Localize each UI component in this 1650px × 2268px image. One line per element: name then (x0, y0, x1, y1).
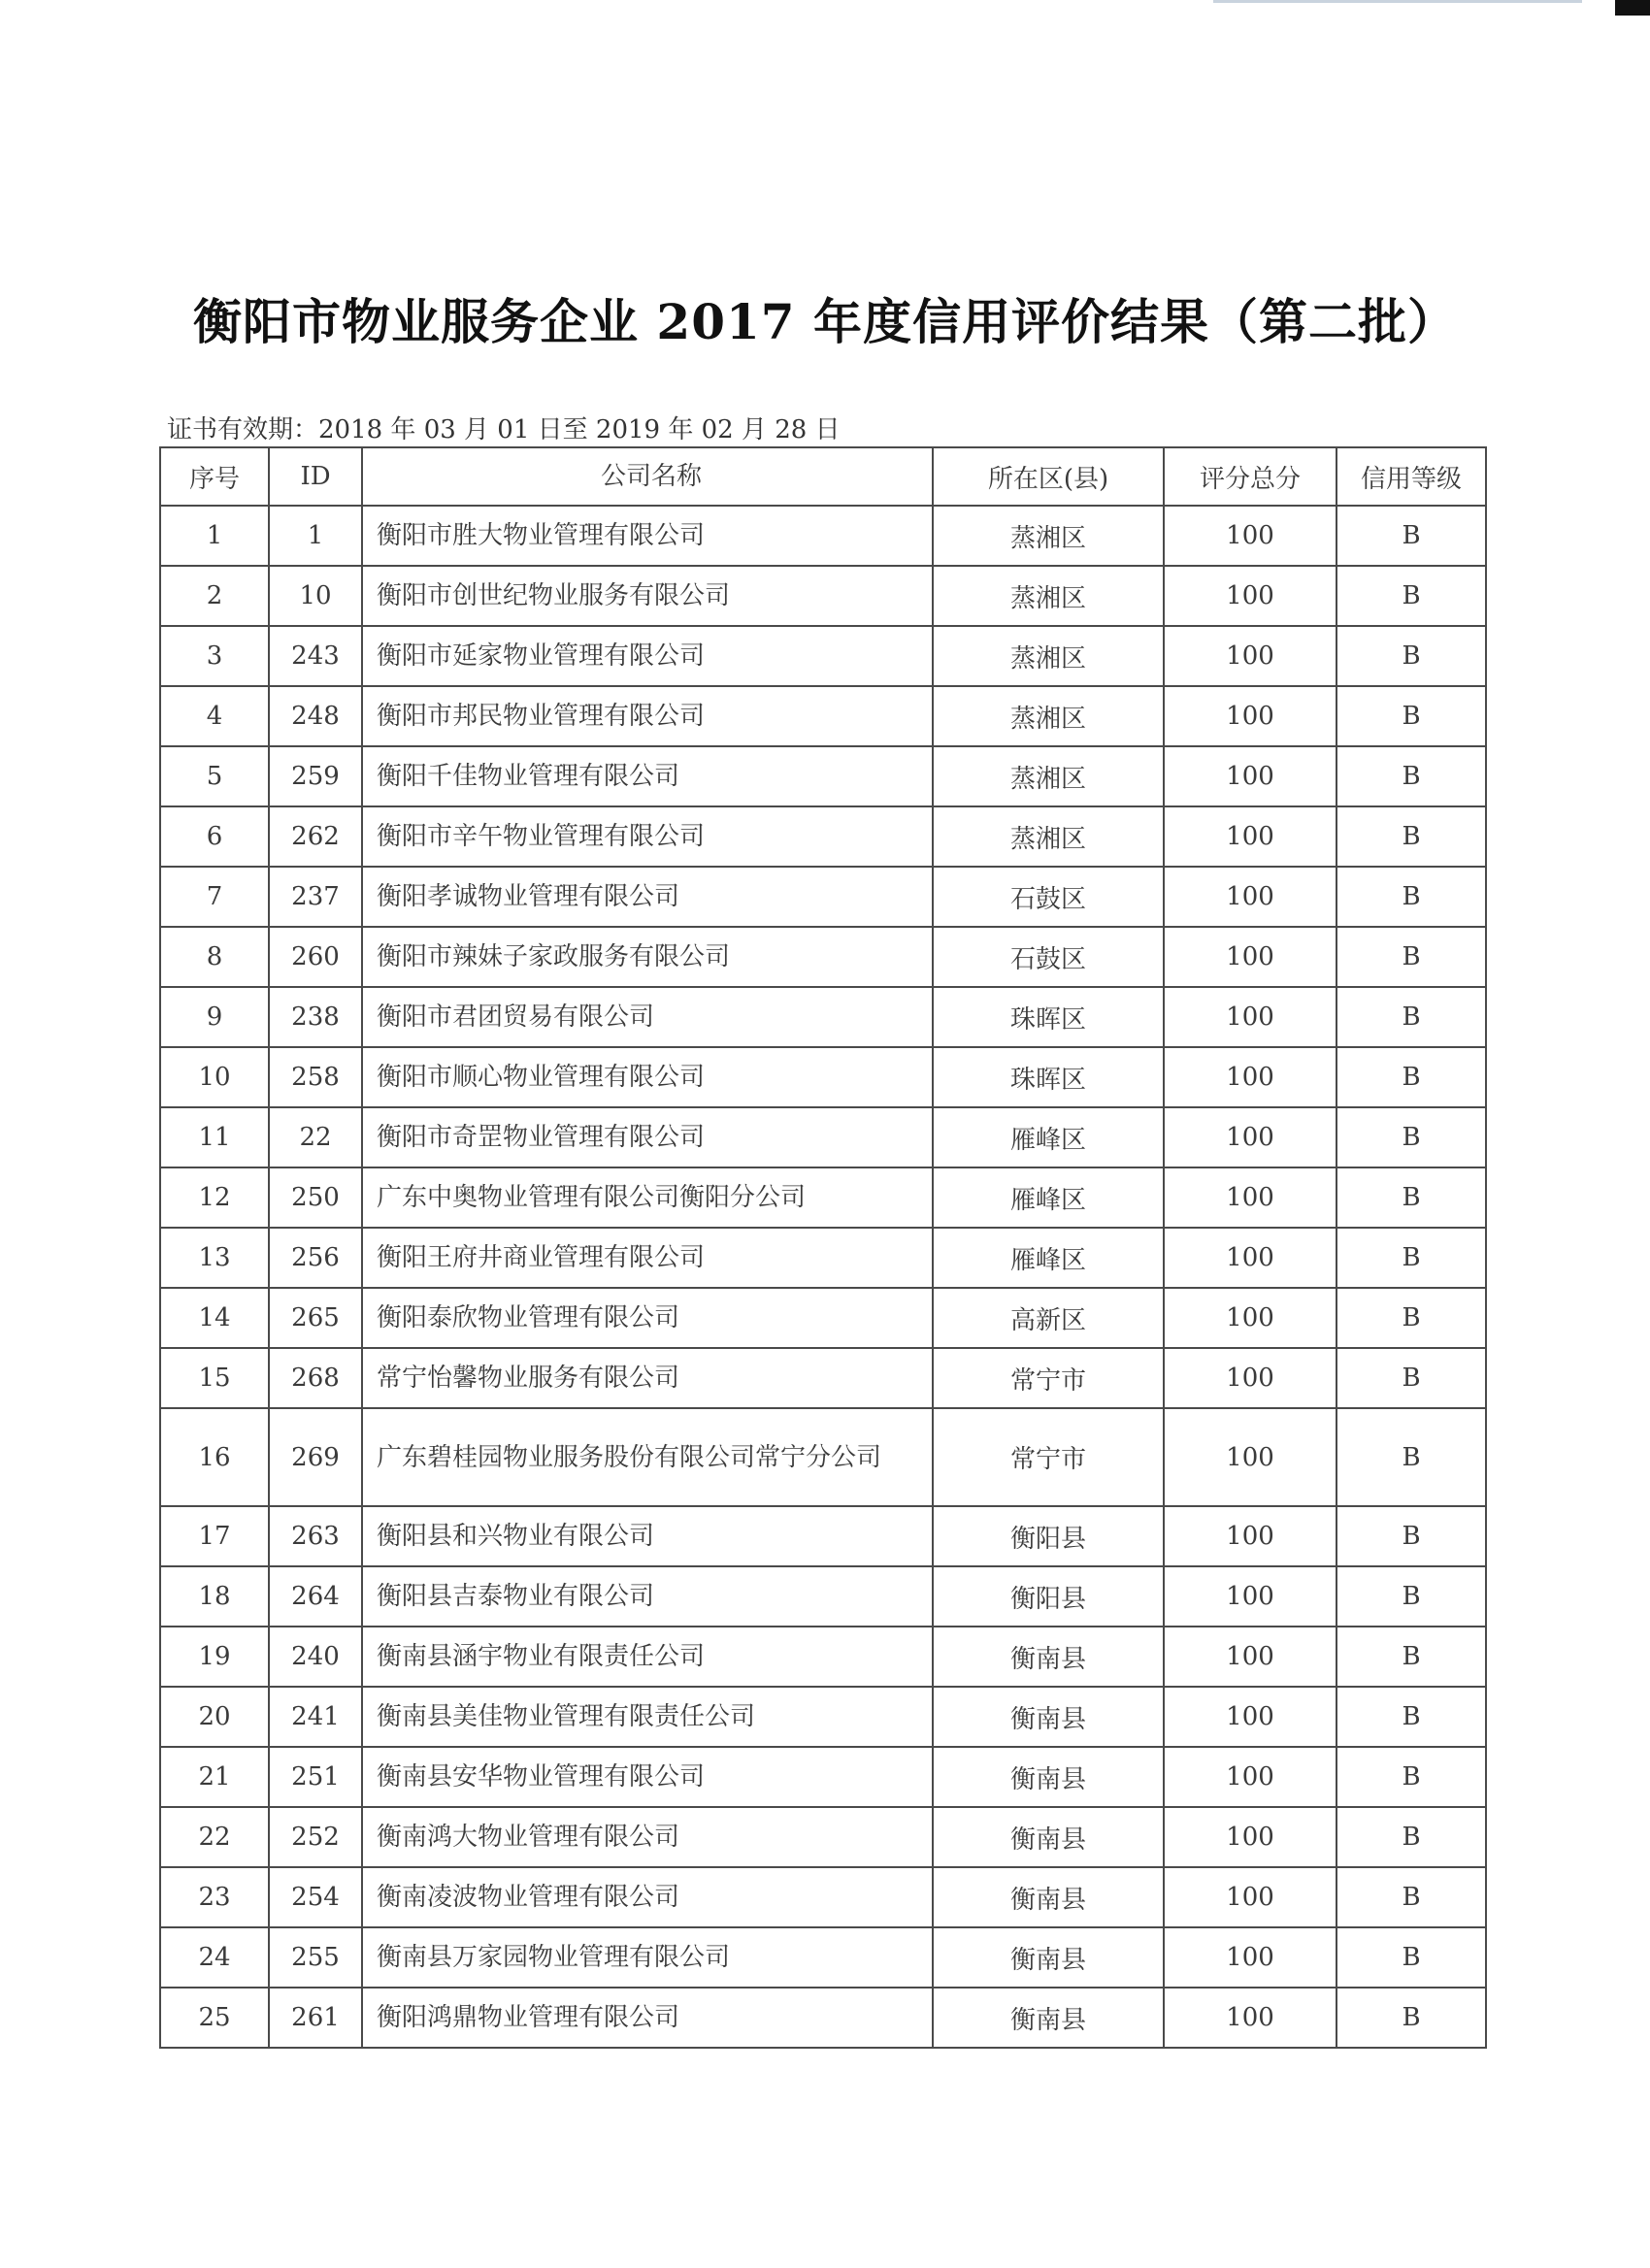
cell-score: 100 (1164, 1867, 1336, 1927)
cell-grade: B (1336, 806, 1486, 867)
table-row (160, 867, 1486, 927)
table-row (160, 1988, 1486, 2048)
cell-company-name: 衡南县涵宇物业有限责任公司 (362, 1627, 933, 1687)
table-row (160, 1167, 1486, 1228)
cell-grade: B (1336, 927, 1486, 987)
cell-company-name: 衡阳市创世纪物业服务有限公司 (362, 566, 933, 626)
cell-score: 100 (1164, 1228, 1336, 1288)
table-row (160, 1627, 1486, 1687)
cell-company-name: 衡南鸿大物业管理有限公司 (362, 1807, 933, 1867)
cell-district: 衡南县 (933, 1627, 1164, 1687)
cell-score: 100 (1164, 867, 1336, 927)
cell-grade: B (1336, 1506, 1486, 1566)
cell-company-name: 衡阳市君团贸易有限公司 (362, 987, 933, 1047)
cell-id: 258 (269, 1047, 362, 1107)
cell-grade: B (1336, 1167, 1486, 1228)
cell-district: 蒸湘区 (933, 566, 1164, 626)
cell-grade: B (1336, 686, 1486, 746)
table-row (160, 806, 1486, 867)
cell-grade: B (1336, 1988, 1486, 2048)
cell-grade: B (1336, 1566, 1486, 1627)
table-row (160, 1348, 1486, 1408)
cell-id: 243 (269, 626, 362, 686)
cell-seq: 17 (160, 1506, 269, 1566)
cell-id: 265 (269, 1288, 362, 1348)
table-row (160, 1927, 1486, 1988)
table-row (160, 746, 1486, 806)
cell-score: 100 (1164, 987, 1336, 1047)
cell-id: 241 (269, 1687, 362, 1747)
cell-id: 259 (269, 746, 362, 806)
cell-id: 268 (269, 1348, 362, 1408)
cell-grade: B (1336, 1747, 1486, 1807)
header-district: 所在区(县) (933, 447, 1164, 506)
cell-district: 蒸湘区 (933, 746, 1164, 806)
cell-grade: B (1336, 506, 1486, 566)
table-row (160, 1047, 1486, 1107)
cell-company-name: 衡南凌波物业管理有限公司 (362, 1867, 933, 1927)
cell-district: 蒸湘区 (933, 686, 1164, 746)
table-row (160, 1687, 1486, 1747)
cell-seq: 11 (160, 1107, 269, 1167)
cell-grade: B (1336, 1687, 1486, 1747)
cell-grade: B (1336, 566, 1486, 626)
cell-grade: B (1336, 1107, 1486, 1167)
cell-district: 蒸湘区 (933, 506, 1164, 566)
cell-company-name: 广东碧桂园物业服务股份有限公司常宁分公司 (362, 1408, 933, 1506)
cell-score: 100 (1164, 506, 1336, 566)
cell-company-name: 衡阳市辛午物业管理有限公司 (362, 806, 933, 867)
cell-district: 衡阳县 (933, 1566, 1164, 1627)
cell-district: 雁峰区 (933, 1228, 1164, 1288)
cell-score: 100 (1164, 686, 1336, 746)
cell-seq: 1 (160, 506, 269, 566)
table-row (160, 1408, 1486, 1506)
cell-score: 100 (1164, 1807, 1336, 1867)
cell-seq: 13 (160, 1228, 269, 1288)
header-id: ID (269, 447, 362, 506)
cell-company-name: 衡阳鸿鼎物业管理有限公司 (362, 1988, 933, 2048)
cell-score: 100 (1164, 1627, 1336, 1687)
cell-id: 238 (269, 987, 362, 1047)
cell-district: 蒸湘区 (933, 806, 1164, 867)
cell-district: 石鼓区 (933, 927, 1164, 987)
cell-company-name: 常宁怡馨物业服务有限公司 (362, 1348, 933, 1408)
cell-district: 蒸湘区 (933, 626, 1164, 686)
cell-id: 256 (269, 1228, 362, 1288)
cell-score: 100 (1164, 1747, 1336, 1807)
cell-district: 常宁市 (933, 1348, 1164, 1408)
table-row (160, 1288, 1486, 1348)
cell-score: 100 (1164, 1167, 1336, 1228)
cell-score: 100 (1164, 746, 1336, 806)
cell-district: 珠晖区 (933, 987, 1164, 1047)
header-seq: 序号 (160, 447, 269, 506)
cell-seq: 9 (160, 987, 269, 1047)
cell-district: 常宁市 (933, 1408, 1164, 1506)
cell-id: 10 (269, 566, 362, 626)
cell-id: 260 (269, 927, 362, 987)
cell-score: 100 (1164, 1927, 1336, 1988)
document-title: 衡阳市物业服务企业 2017 年度信用评价结果（第二批） (193, 293, 1457, 350)
cell-company-name: 衡阳孝诚物业管理有限公司 (362, 867, 933, 927)
cell-seq: 24 (160, 1927, 269, 1988)
cell-district: 珠晖区 (933, 1047, 1164, 1107)
cell-id: 269 (269, 1408, 362, 1506)
cell-seq: 3 (160, 626, 269, 686)
cell-seq: 16 (160, 1408, 269, 1506)
cell-company-name: 衡阳市胜大物业管理有限公司 (362, 506, 933, 566)
cell-district: 衡南县 (933, 1927, 1164, 1988)
cell-seq: 15 (160, 1348, 269, 1408)
table-row (160, 566, 1486, 626)
cell-score: 100 (1164, 1506, 1336, 1566)
cell-seq: 14 (160, 1288, 269, 1348)
cell-company-name: 衡阳市顺心物业管理有限公司 (362, 1047, 933, 1107)
cell-score: 100 (1164, 806, 1336, 867)
cell-seq: 21 (160, 1747, 269, 1807)
cell-grade: B (1336, 1288, 1486, 1348)
cell-seq: 2 (160, 566, 269, 626)
cell-company-name: 衡南县万家园物业管理有限公司 (362, 1927, 933, 1988)
cell-seq: 12 (160, 1167, 269, 1228)
cell-company-name: 衡阳泰欣物业管理有限公司 (362, 1288, 933, 1348)
cell-district: 石鼓区 (933, 867, 1164, 927)
cell-seq: 5 (160, 746, 269, 806)
certificate-validity: 证书有效期：2018 年 03 月 01 日至 2019 年 02 月 28 日 (167, 415, 841, 444)
table-row (160, 1867, 1486, 1927)
cell-score: 100 (1164, 1566, 1336, 1627)
cell-company-name: 衡南县安华物业管理有限公司 (362, 1747, 933, 1807)
cell-district: 高新区 (933, 1288, 1164, 1348)
cell-company-name: 衡阳市邦民物业管理有限公司 (362, 686, 933, 746)
cell-grade: B (1336, 1408, 1486, 1506)
cell-grade: B (1336, 987, 1486, 1047)
cell-district: 衡南县 (933, 1807, 1164, 1867)
cell-seq: 20 (160, 1687, 269, 1747)
table-row (160, 686, 1486, 746)
cell-id: 264 (269, 1566, 362, 1627)
cell-id: 252 (269, 1807, 362, 1867)
cell-id: 261 (269, 1988, 362, 2048)
cell-score: 100 (1164, 1408, 1336, 1506)
scan-edge-mark (1213, 0, 1582, 3)
cell-seq: 6 (160, 806, 269, 867)
cell-score: 100 (1164, 1348, 1336, 1408)
cell-seq: 4 (160, 686, 269, 746)
cell-company-name: 广东中奥物业管理有限公司衡阳分公司 (362, 1167, 933, 1228)
table-row (160, 506, 1486, 566)
cell-id: 263 (269, 1506, 362, 1566)
cell-id: 237 (269, 867, 362, 927)
cell-district: 衡南县 (933, 1867, 1164, 1927)
cell-district: 雁峰区 (933, 1167, 1164, 1228)
cell-district: 衡南县 (933, 1988, 1164, 2048)
cell-company-name: 衡阳县和兴物业有限公司 (362, 1506, 933, 1566)
header-grade: 信用等级 (1336, 447, 1486, 506)
cell-company-name: 衡阳市辣妹子家政服务有限公司 (362, 927, 933, 987)
table-row (160, 1107, 1486, 1167)
cell-score: 100 (1164, 1288, 1336, 1348)
cell-seq: 25 (160, 1988, 269, 2048)
table-row (160, 1807, 1486, 1867)
cell-seq: 19 (160, 1627, 269, 1687)
credit-rating-table (159, 446, 1487, 2049)
cell-grade: B (1336, 1348, 1486, 1408)
cell-grade: B (1336, 1627, 1486, 1687)
table-row (160, 1747, 1486, 1807)
cell-score: 100 (1164, 1047, 1336, 1107)
header-company-name: 公司名称 (362, 447, 933, 506)
cell-id: 250 (269, 1167, 362, 1228)
cell-score: 100 (1164, 927, 1336, 987)
scan-corner-mark (1615, 0, 1650, 16)
cell-company-name: 衡阳王府井商业管理有限公司 (362, 1228, 933, 1288)
table-row (160, 927, 1486, 987)
header-score: 评分总分 (1164, 447, 1336, 506)
cell-company-name: 衡阳千佳物业管理有限公司 (362, 746, 933, 806)
table-row (160, 1566, 1486, 1627)
cell-score: 100 (1164, 566, 1336, 626)
cell-score: 100 (1164, 1107, 1336, 1167)
cell-id: 251 (269, 1747, 362, 1807)
cell-district: 衡南县 (933, 1747, 1164, 1807)
cell-score: 100 (1164, 1687, 1336, 1747)
table-header-row (160, 447, 1486, 506)
cell-seq: 8 (160, 927, 269, 987)
table-row (160, 1228, 1486, 1288)
cell-id: 240 (269, 1627, 362, 1687)
cell-grade: B (1336, 1228, 1486, 1288)
cell-seq: 18 (160, 1566, 269, 1627)
cell-grade: B (1336, 867, 1486, 927)
cell-district: 衡南县 (933, 1687, 1164, 1747)
cell-company-name: 衡阳市延家物业管理有限公司 (362, 626, 933, 686)
cell-seq: 10 (160, 1047, 269, 1107)
cell-id: 255 (269, 1927, 362, 1988)
cell-grade: B (1336, 746, 1486, 806)
cell-grade: B (1336, 1047, 1486, 1107)
cell-company-name: 衡阳市奇罡物业管理有限公司 (362, 1107, 933, 1167)
cell-id: 248 (269, 686, 362, 746)
cell-seq: 23 (160, 1867, 269, 1927)
table-row (160, 626, 1486, 686)
table-row (160, 987, 1486, 1047)
cell-id: 1 (269, 506, 362, 566)
cell-id: 254 (269, 1867, 362, 1927)
cell-grade: B (1336, 626, 1486, 686)
cell-company-name: 衡阳县吉泰物业有限公司 (362, 1566, 933, 1627)
cell-seq: 22 (160, 1807, 269, 1867)
cell-id: 262 (269, 806, 362, 867)
cell-id: 22 (269, 1107, 362, 1167)
cell-grade: B (1336, 1807, 1486, 1867)
cell-district: 雁峰区 (933, 1107, 1164, 1167)
cell-seq: 7 (160, 867, 269, 927)
table-row (160, 1506, 1486, 1566)
cell-grade: B (1336, 1927, 1486, 1988)
cell-score: 100 (1164, 626, 1336, 686)
cell-company-name: 衡南县美佳物业管理有限责任公司 (362, 1687, 933, 1747)
cell-grade: B (1336, 1867, 1486, 1927)
cell-district: 衡阳县 (933, 1506, 1164, 1566)
cell-score: 100 (1164, 1988, 1336, 2048)
